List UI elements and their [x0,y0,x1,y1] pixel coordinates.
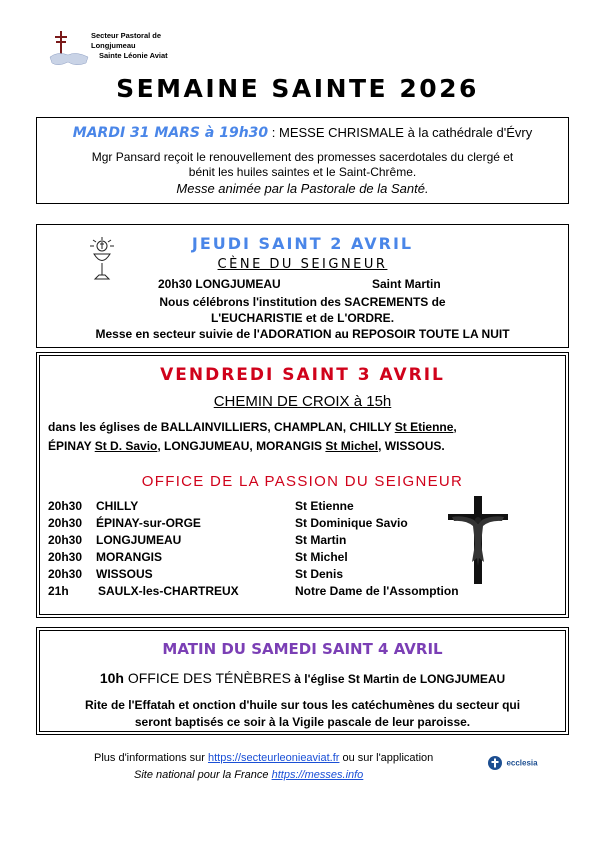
org-line1: Secteur Pastoral de Longjumeau [91,31,162,50]
mardi-section [36,117,569,204]
office-time: 20h30 [48,550,83,564]
office-place: LONGJUMEAU [96,533,182,547]
samedi-office: OFFICE DES TÉNÈBRES [123,670,291,686]
office-row [48,584,468,601]
org-line2: Sainte Léonie Aviat [99,51,168,60]
jeudi-time-place: 20h30 LONGJUMEAU [158,277,281,291]
office-row [48,499,468,516]
samedi-place: à l'église St Martin de LONGJUMEAU [290,672,506,686]
office-row [48,567,468,584]
footer-national [134,769,363,781]
messes-info-link[interactable]: https://messes.info [271,769,364,781]
samedi-section [36,627,569,735]
office-time: 20h30 [48,499,83,513]
jeudi-subtitle: CÈNE DU SEIGNEUR [217,257,388,272]
sector-website-link[interactable]: https://secteurleonieaviat.fr [207,752,340,764]
office-row [48,550,468,567]
ecclesia-app-logo[interactable] [488,754,538,772]
vendredi-section [36,352,569,618]
jeudi-section [36,224,569,348]
office-time: 21h [48,584,69,598]
footer-info-prefix: Plus d'informations sur [94,752,208,764]
samedi-time: 10h [99,670,124,686]
office-church: Notre Dame de l'Assomption [295,584,459,598]
ecclesia-label: ecclesia [506,758,538,768]
footer-info-suffix: ou sur l'application [339,752,434,764]
office-schedule [48,499,468,601]
samedi-title: MATIN DU SAMEDI SAINT 4 AVRIL [162,640,443,658]
jeudi-title: JEUDI SAINT 2 AVRIL [191,234,414,253]
ecclesia-cross-icon [488,756,502,770]
jeudi-line-3: Messe en secteur suivie de l'ADORATION au REPOSOIR TOUTE LA NUIT [95,327,510,341]
jeudi-line-1: Nous célébrons l'institution des SACREMENTS de [159,295,446,309]
office-place: ÉPINAY-sur-ORGE [96,516,201,530]
mardi-event: MESSE CHRISMALE à la cathédrale d'Évry [279,125,533,140]
office-place: WISSOUS [96,567,153,581]
office-time: 20h30 [48,533,83,547]
office-row [48,516,468,533]
mardi-note: Messe animée par la Pastorale de la Santé. [176,181,429,196]
office-place: SAULX-les-CHARTREUX [98,584,239,598]
jeudi-church: Saint Martin [372,277,441,291]
footer-info [94,752,433,764]
churches-part-h: , WISSOUS. [378,439,445,453]
office-church: St Dominique Savio [295,516,408,530]
church-st-savio: St D. Savio [94,439,158,453]
samedi-desc-1: Rite de l'Effatah et onction d'huile sur tous les catéchumènes du secteur qui [84,698,521,712]
footer-national-prefix: Site national pour la France [134,769,272,781]
churches-part-a: dans les églises de BALLAINVILLIERS, CHAMPLAN, CHILLY [48,420,395,434]
office-row [48,533,468,550]
crucifix-icon [448,496,508,584]
office-church: St Denis [295,567,344,581]
jeudi-line-2: L'EUCHARISTIE et de L'ORDRE. [210,311,395,325]
office-time: 20h30 [48,567,83,581]
mardi-desc-1: Mgr Pansard reçoit le renouvellement des promesses sacerdotales du clergé et [91,150,514,164]
church-st-michel: St Michel [325,439,379,453]
page-title: SEMAINE SAINTE 2026 [116,74,479,103]
cross-logo-icon [46,29,92,75]
churches-part-c: , [453,420,457,434]
vendredi-title: VENDREDI SAINT 3 AVRIL [160,365,445,385]
church-st-etienne: St Etienne [394,420,454,434]
mardi-date: MARDI 31 MARS à 19h30 [72,125,269,141]
mardi-desc-2: bénit les huiles saintes et le Saint-Chrême. [188,165,417,179]
office-time: 20h30 [48,516,83,530]
office-place: CHILLY [96,499,139,513]
office-church: St Michel [295,550,348,564]
samedi-desc-2: seront baptisés ce soir à la Vigile pascale de leur paroisse. [134,715,471,729]
office-church: St Martin [295,533,347,547]
office-church: St Etienne [295,499,354,513]
chemin-de-croix: CHEMIN DE CROIX à 15h [213,393,392,410]
office-place: MORANGIS [96,550,162,564]
chemin-churches [48,418,457,456]
office-passion-title: OFFICE DE LA PASSION DU SEIGNEUR [141,473,464,490]
sector-logo [46,29,196,75]
mardi-separator: : [268,125,279,140]
churches-part-d: ÉPINAY [48,439,95,453]
churches-part-f: , LONGJUMEAU, MORANGIS [157,439,326,453]
